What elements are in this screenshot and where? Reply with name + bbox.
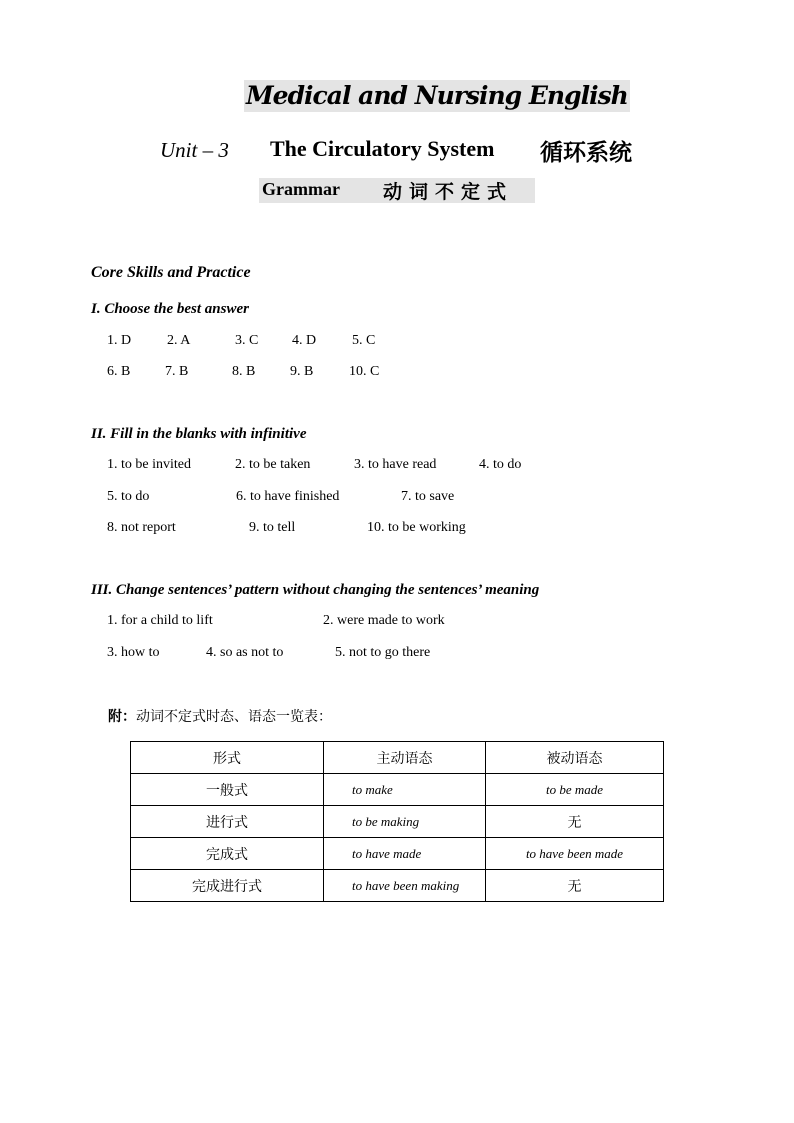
answer-item: 2. were made to work <box>323 613 445 628</box>
section1-heading: I. Choose the best answer <box>91 301 249 317</box>
answer-item: 4. so as not to <box>206 645 284 660</box>
infinitive-table <box>130 741 664 902</box>
grammar-label-cn: 动词不定式 <box>383 181 514 203</box>
answer-item: 2. A <box>167 333 191 348</box>
table-cell: 一般式 <box>131 774 324 806</box>
table-cell: to be making <box>324 806 486 838</box>
answer-item: 6. to have finished <box>236 489 340 504</box>
answer-item: 7. to save <box>401 489 455 504</box>
answer-item: 1. to be invited <box>107 457 191 472</box>
table-cell: 进行式 <box>131 806 324 838</box>
table-row <box>131 774 664 806</box>
answer-item: 10. to be working <box>367 520 466 535</box>
answer-item: 10. C <box>349 364 380 379</box>
answer-item: 8. B <box>232 364 256 379</box>
table-header-cell: 被动语态 <box>486 742 664 774</box>
appendix-text: 动词不定式时态、语态一览表： <box>136 709 332 725</box>
page-title: Medical and Nursing English <box>246 81 628 110</box>
answer-item: 7. B <box>165 364 189 379</box>
answer-item: 1. D <box>107 333 132 348</box>
section3-heading: III. Change sentences’ pattern without changing the sentences’ meaning <box>91 582 540 598</box>
table-row <box>131 806 664 838</box>
answer-item: 1. for a child to lift <box>107 613 213 628</box>
table-header-cell: 主动语态 <box>324 742 486 774</box>
section2-heading: II. Fill in the blanks with infinitive <box>91 426 307 442</box>
unit-label: Unit – 3 <box>160 138 229 162</box>
table-cell: 完成进行式 <box>131 870 324 902</box>
answer-item: 3. to have read <box>354 457 437 472</box>
table-row <box>131 870 664 902</box>
answer-item: 8. not report <box>107 520 176 535</box>
table-cell: 完成式 <box>131 838 324 870</box>
answer-item: 9. to tell <box>249 520 296 535</box>
table-cell: 无 <box>486 806 664 838</box>
table-cell: to be made <box>486 774 664 806</box>
table-cell: to make <box>324 774 486 806</box>
answer-item: 4. D <box>292 333 317 348</box>
table-cell: 无 <box>486 870 664 902</box>
table-cell: to have been making <box>324 870 486 902</box>
appendix-prefix: 附： <box>108 709 136 725</box>
unit-name: The Circulatory System <box>270 136 495 161</box>
answer-item: 3. C <box>235 333 259 348</box>
answer-item: 5. to do <box>107 489 150 504</box>
answer-item: 9. B <box>290 364 314 379</box>
grammar-label: Grammar <box>262 179 340 199</box>
table-header-cell: 形式 <box>131 742 324 774</box>
table-header-row <box>131 742 664 774</box>
answer-item: 6. B <box>107 364 131 379</box>
appendix-note <box>108 706 332 726</box>
table-cell: to have been made <box>486 838 664 870</box>
answer-item: 5. not to go there <box>335 645 431 660</box>
answer-item: 4. to do <box>479 457 522 472</box>
unit-name-cn: 循环系统 <box>540 140 632 166</box>
answer-item: 5. C <box>352 333 376 348</box>
table-cell: to have made <box>324 838 486 870</box>
answer-item: 2. to be taken <box>235 457 311 472</box>
answer-item: 3. how to <box>107 645 160 660</box>
table-row <box>131 838 664 870</box>
core-heading: Core Skills and Practice <box>91 264 251 281</box>
